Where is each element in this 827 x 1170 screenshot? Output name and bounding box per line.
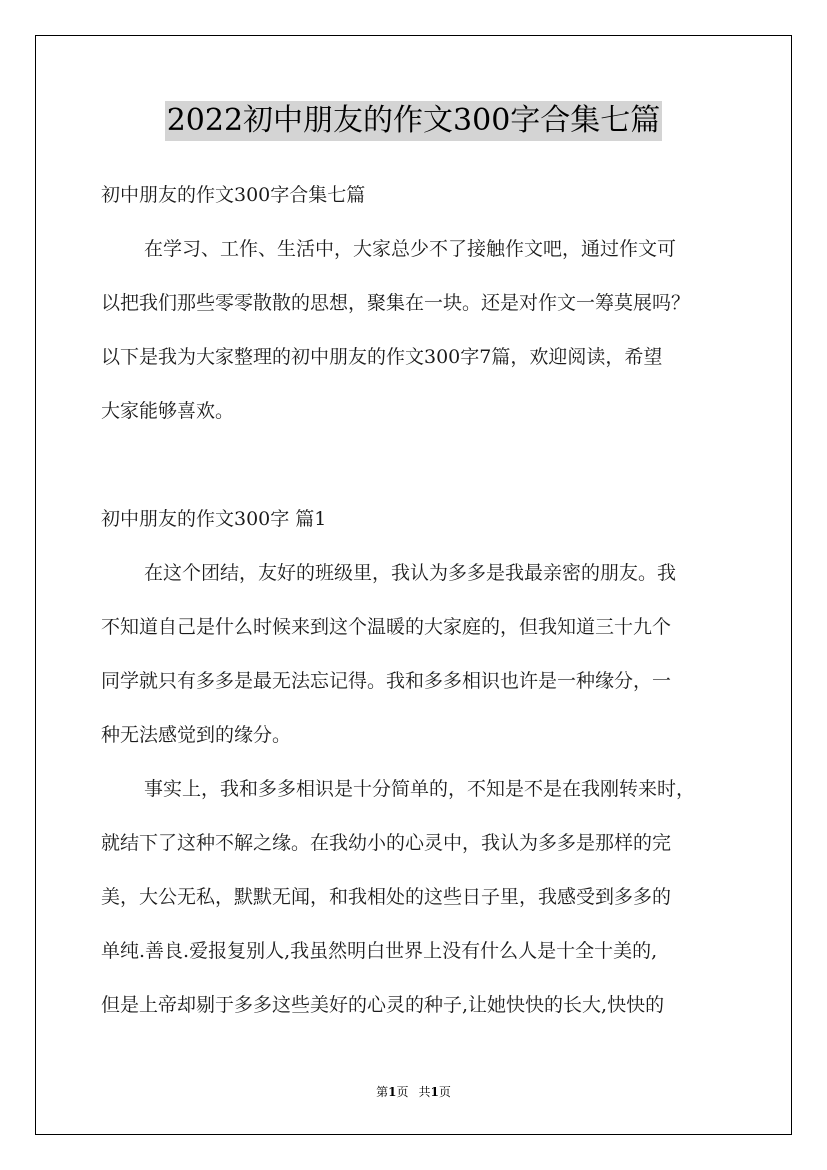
paragraph-line: 在这个团结，友好的班级里，我认为多多是我最亲密的朋友。我 [144, 562, 677, 584]
paragraph-line: 种无法感觉到的缘分。 [101, 724, 292, 746]
section-heading: 初中朋友的作文300字 篇1 [101, 508, 327, 530]
paragraph-line: 同学就只有多多是最无法忘记得。我和多多相识也许是一种缘分，一 [101, 670, 672, 692]
total-suffix: 页 [438, 1085, 451, 1099]
paragraph-line: 美，大公无私，默默无闻，和我相处的这些日子里，我感受到多多的 [101, 886, 672, 908]
title-container [0, 101, 827, 141]
page-prefix: 第 [376, 1085, 389, 1099]
page-footer [0, 1084, 827, 1100]
paragraph-line: 不知道自己是什么时候来到这个温暖的大家庭的，但我知道三十九个 [101, 616, 672, 638]
intro-line: 在学习、工作、生活中，大家总少不了接触作文吧，通过作文可 [144, 238, 677, 260]
intro-line: 大家能够喜欢。 [101, 400, 235, 422]
intro-line: 以把我们那些零零散散的思想，聚集在一块。还是对作文一筹莫展吗？ [101, 292, 691, 314]
paragraph-line: 但是上帝却剔于多多这些美好的心灵的种子,让她快快的长大,快快的 [101, 994, 665, 1016]
total-prefix: 共 [418, 1085, 431, 1099]
page-suffix: 页 [396, 1085, 409, 1099]
document-title: 2022初中朋友的作文300字合集七篇 [165, 101, 663, 141]
paragraph-line: 就结下了这种不解之缘。在我幼小的心灵中，我认为多多是那样的完 [101, 832, 672, 854]
intro-line: 以下是我为大家整理的初中朋友的作文300字7篇，欢迎阅读，希望 [101, 346, 663, 368]
total-pages: 1 [430, 1085, 439, 1099]
page-number: 1 [388, 1085, 397, 1099]
paragraph-line: 单纯.善良.爱报复别人,我虽然明白世界上没有什么人是十全十美的, [101, 940, 658, 962]
paragraph-line: 事实上，我和多多相识是十分简单的，不知是不是在我刚转来时， [144, 778, 696, 800]
document-subtitle: 初中朋友的作文300字合集七篇 [101, 184, 366, 206]
